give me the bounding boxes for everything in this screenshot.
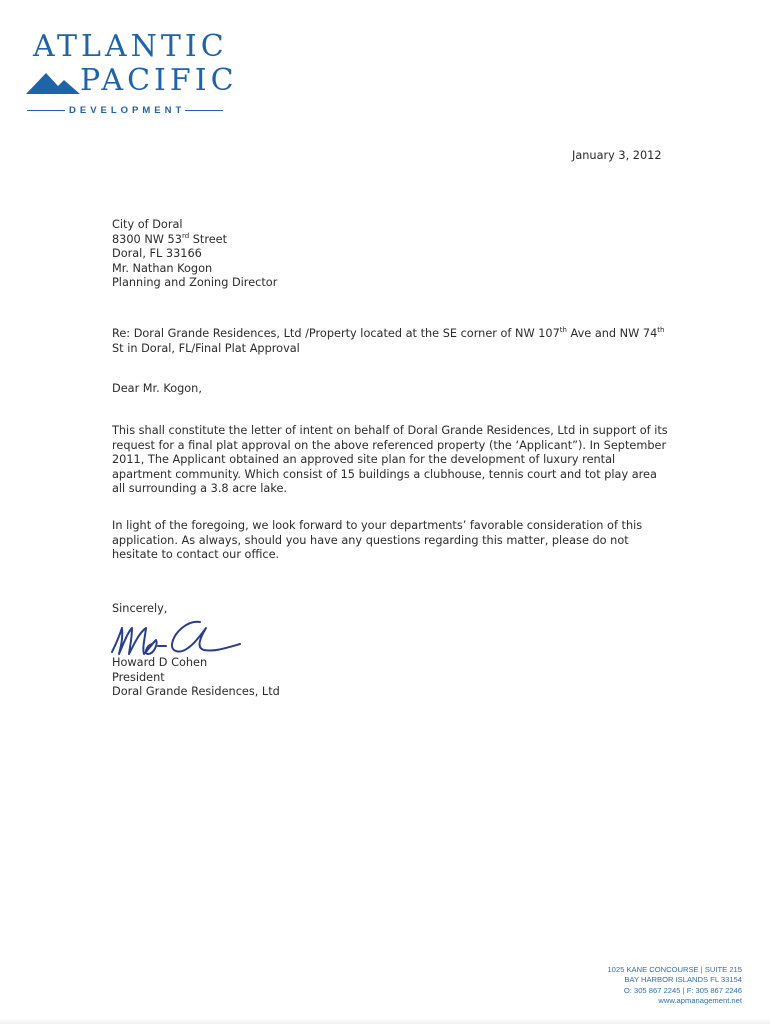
footer-separator-2: | [682, 985, 685, 995]
subject-part-1: Re: Doral Grande Residences, Ltd /Property located at the SE corner of NW 107 [112, 327, 560, 340]
signer-company: Doral Grande Residences, Ltd [112, 685, 280, 698]
footer-phone: O: 305 867 2245 [623, 985, 681, 995]
footer-website[interactable]: www.apmanagement.net [658, 996, 742, 1006]
recipient-organization: City of Doral [112, 218, 183, 231]
closing: Sincerely, [112, 602, 168, 615]
recipient-street-number: 8300 NW 53 [112, 232, 182, 246]
logo-development [27, 105, 246, 116]
recipient-address [112, 218, 277, 291]
letter-date: January 3, 2012 [572, 149, 662, 162]
signer-title: President [112, 670, 165, 684]
handwritten-signature [108, 614, 248, 660]
recipient-street-suffix: rd [181, 231, 190, 240]
recipient-name: Mr. Nathan Kogon [112, 261, 213, 275]
salutation: Dear Mr. Kogon, [112, 382, 202, 395]
signer-name: Howard D Cohen [112, 656, 208, 669]
footer-separator-1: | [700, 965, 703, 974]
logo-line-atlantic: ATLANTIC [33, 29, 228, 64]
company-logo [24, 30, 246, 116]
footer-contact [607, 965, 742, 1007]
scan-edge-shadow [0, 1018, 770, 1024]
body-paragraph-2: In light of the foregoing, we look forward to your departments’ favorable consideration of this application. As always, should you have any questions regarding this matter, please do not hesitate to contact our office. [112, 519, 643, 561]
footer-street: 1025 KANE CONCOURSE [607, 965, 699, 974]
subject-line-1 [112, 327, 672, 342]
footer-address-line-1 [607, 965, 742, 975]
logo-rule-right [185, 110, 223, 112]
subject-sup-1: th [559, 326, 567, 335]
subject-line-2: St in Doral, FL/Final Plat Approval [112, 341, 300, 355]
recipient-title: Planning and Zoning Director [112, 276, 278, 289]
subject-part-2: Ave and NW 74 [566, 327, 658, 340]
footer-phone-line [607, 986, 742, 996]
subject-sup-2: th [657, 326, 665, 335]
logo-line-pacific: PACIFIC [80, 63, 238, 98]
footer-fax: F: 305 867 2246 [686, 985, 742, 995]
recipient-street [112, 233, 277, 248]
recipient-city: Doral, FL 33166 [112, 247, 202, 260]
body-paragraph-1: This shall constitute the letter of intent on behalf of Doral Grande Residences, Ltd in support of its request for a final plat approval on the above referenced property (the ‘Applicant”). In September 2011, The Applicant obtained an approved site plan for the development of luxury rental apartment community. Which consist of 15 buildings a clubhouse, tennis court and tot play area all surrounding a 3.8 acre lake. [112, 424, 668, 495]
recipient-street-name: Street [189, 232, 228, 246]
logo-rule-left [27, 110, 65, 112]
footer-suite: SUITE 215 [704, 965, 742, 974]
logo-line-development: DEVELOPMENT [69, 105, 186, 116]
subject-line [112, 327, 672, 356]
mountain-peaks-icon [24, 70, 82, 94]
footer-address-line-2: BAY HARBOR ISLANDS FL 33154 [624, 975, 742, 985]
signature-block [112, 656, 280, 700]
